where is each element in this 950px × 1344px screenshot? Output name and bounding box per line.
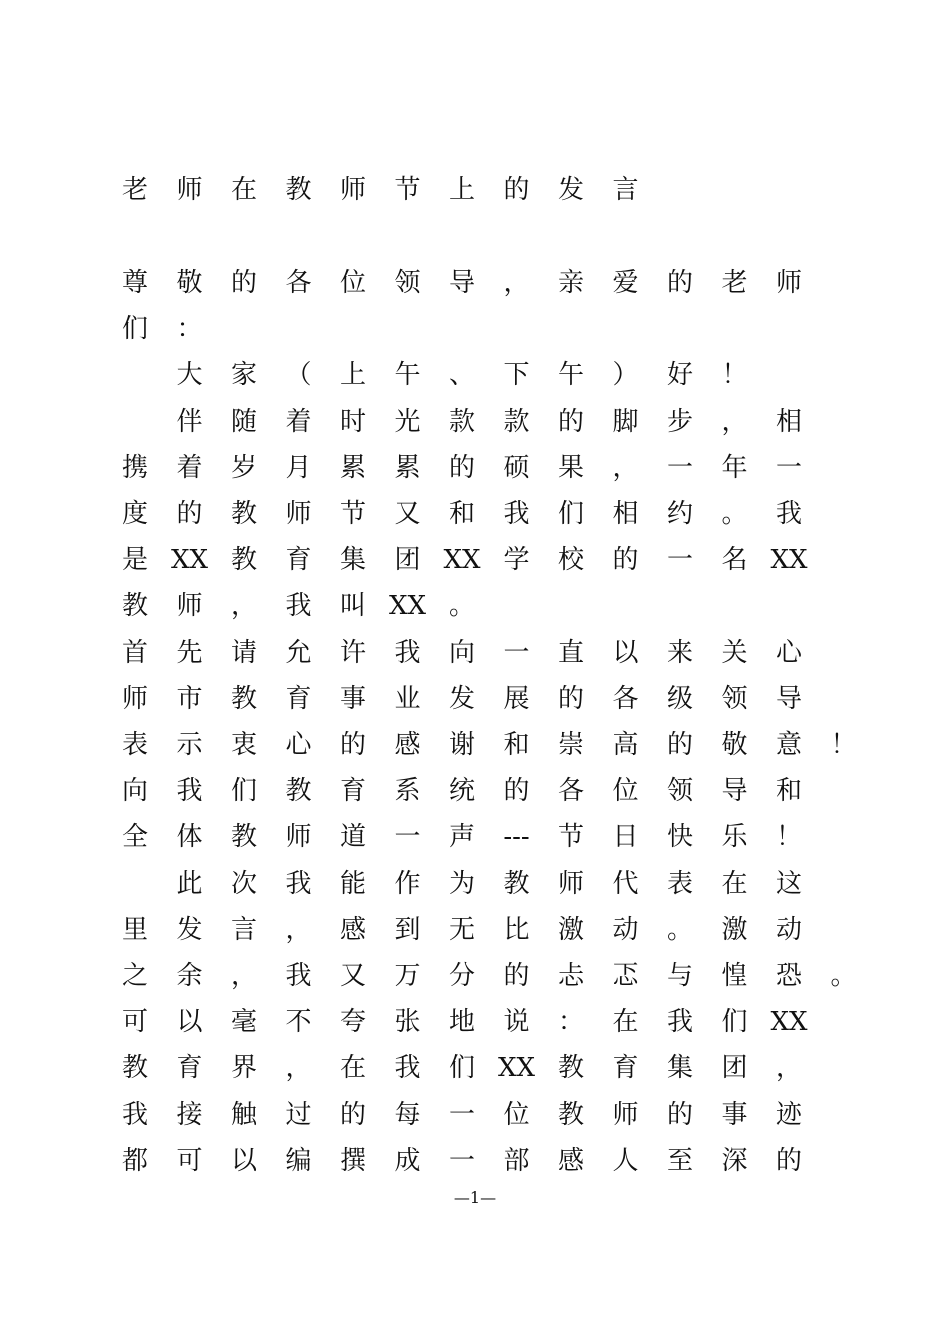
text-char: 至 <box>666 1145 693 1176</box>
text-char: 我 <box>285 961 312 991</box>
text-char: 分 <box>448 961 475 991</box>
text-char: ！ <box>721 360 748 391</box>
text-char: 请 <box>230 637 257 668</box>
text-char: ， <box>285 914 312 945</box>
text-char: 我 <box>666 1007 693 1038</box>
text-char: 代 <box>612 868 639 899</box>
text-char: 的 <box>339 730 366 760</box>
text-char: 伴 <box>176 406 203 437</box>
text-char: 教 <box>557 1053 584 1084</box>
text-char: （ <box>285 360 312 391</box>
text-char: 领 <box>721 683 748 714</box>
text-char: 教 <box>230 545 257 576</box>
text-char: 师 <box>775 268 802 298</box>
text-char: 午 <box>557 360 584 391</box>
text-char: 心 <box>775 637 802 668</box>
text-char: 言 <box>230 914 257 945</box>
text-char: 表 <box>666 868 693 899</box>
text-char: 着 <box>176 452 203 483</box>
text-char: 的 <box>230 268 257 298</box>
text-char: 一 <box>448 1099 475 1130</box>
text-char: 的 <box>557 683 584 714</box>
text-char: 感 <box>339 914 366 945</box>
text-char: 是 <box>121 545 148 576</box>
title-char: 老 <box>121 175 148 205</box>
text-char: 光 <box>394 406 421 437</box>
text-char: 家 <box>230 360 257 391</box>
text-char: 道 <box>339 822 366 853</box>
text-char: 育 <box>285 545 312 576</box>
text-char: 次 <box>230 868 257 899</box>
text-char: 发 <box>448 683 475 714</box>
text-char: 界 <box>230 1053 257 1084</box>
text-char: 向 <box>121 776 148 807</box>
text-char: 接 <box>176 1099 203 1130</box>
text-char: 脚 <box>612 406 639 437</box>
text-char: 来 <box>666 637 693 668</box>
text-char: 的 <box>339 1099 366 1130</box>
text-char: 我 <box>285 868 312 899</box>
text-char: 年 <box>721 452 748 483</box>
text-char: 。 <box>721 499 748 529</box>
text-char: 。 <box>448 591 475 622</box>
text-char: 名 <box>721 545 748 576</box>
text-char: 恐 <box>775 961 802 991</box>
text-char: 。 <box>830 961 857 991</box>
text-char: 敬 <box>721 730 748 760</box>
text-char: 作 <box>394 868 421 899</box>
text-char: 学 <box>503 545 530 576</box>
text-char: 。 <box>666 914 693 945</box>
text-char: 忐 <box>557 961 584 991</box>
title-char: 教 <box>285 175 312 205</box>
title-char: 言 <box>612 175 639 205</box>
text-char: 教 <box>121 591 148 622</box>
text-char: 的 <box>557 406 584 437</box>
text-char: 师 <box>557 868 584 899</box>
text-char: 谢 <box>448 730 475 760</box>
text-char: 领 <box>666 776 693 807</box>
text-char: 说 <box>503 1007 530 1038</box>
text-char: XX <box>770 1007 808 1038</box>
text-char: 和 <box>503 730 530 760</box>
text-char: 我 <box>394 637 421 668</box>
text-char: 相 <box>612 499 639 529</box>
text-char: 在 <box>721 868 748 899</box>
text-char: 成 <box>394 1145 421 1176</box>
text-char: 教 <box>230 822 257 853</box>
text-char: 着 <box>285 406 312 437</box>
text-char: 团 <box>394 545 421 576</box>
text-char: 部 <box>503 1145 530 1176</box>
text-char: 展 <box>503 683 530 714</box>
text-char: 节 <box>339 499 366 529</box>
text-char: 各 <box>285 268 312 298</box>
text-char: 允 <box>285 637 312 668</box>
text-char: 日 <box>612 822 639 853</box>
text-char: 我 <box>121 1099 148 1130</box>
text-char: 惶 <box>721 961 748 991</box>
text-char: 触 <box>230 1099 257 1130</box>
text-char: 集 <box>666 1053 693 1084</box>
text-char: XX <box>170 545 209 576</box>
text-char: 约 <box>666 499 693 529</box>
text-char: 叫 <box>339 591 366 622</box>
text-char: 级 <box>666 683 693 714</box>
text-char: 集 <box>339 545 366 576</box>
text-char: 师 <box>285 499 312 529</box>
text-char: 高 <box>612 730 639 760</box>
text-char: 随 <box>230 406 257 437</box>
text-char: 心 <box>285 730 312 760</box>
text-char: 事 <box>721 1099 748 1130</box>
text-char: 的 <box>666 730 693 760</box>
text-char: 统 <box>448 776 475 807</box>
text-char: 教 <box>503 868 530 899</box>
text-char: 万 <box>394 961 421 991</box>
text-char: 余 <box>176 961 203 991</box>
text-char: 校 <box>557 545 584 576</box>
text-char: XX <box>388 591 427 622</box>
text-char: 快 <box>666 822 693 853</box>
text-char: 为 <box>448 868 475 899</box>
text-char: 首 <box>121 637 148 668</box>
text-char: 毫 <box>230 1007 257 1038</box>
text-char: 乐 <box>721 822 748 853</box>
text-char: 们 <box>230 776 257 807</box>
text-char: 事 <box>339 683 366 714</box>
text-char: 老 <box>721 268 748 298</box>
text-char: 示 <box>176 730 203 760</box>
text-char: 到 <box>394 914 421 945</box>
text-char: 位 <box>339 268 366 298</box>
text-char: ， <box>230 961 257 991</box>
text-char: 在 <box>339 1053 366 1084</box>
text-char: ， <box>612 452 639 483</box>
text-char: 先 <box>176 637 203 668</box>
text-char: 夸 <box>339 1007 366 1038</box>
text-char: 们 <box>721 1007 748 1038</box>
title-char: 在 <box>230 175 257 205</box>
text-char: 敬 <box>176 268 203 298</box>
text-char: 比 <box>503 914 530 945</box>
text-char: 忑 <box>612 961 639 991</box>
text-char: 我 <box>503 499 530 529</box>
text-char: 每 <box>394 1099 421 1130</box>
text-char: 我 <box>285 591 312 622</box>
text-char: 们 <box>448 1053 475 1084</box>
text-char: 午 <box>394 360 421 391</box>
text-char: 意 <box>775 730 802 760</box>
text-char: 亲 <box>557 268 584 298</box>
title-char: 的 <box>503 175 530 205</box>
text-char: 此 <box>176 868 203 899</box>
text-char: 和 <box>448 499 475 529</box>
text-char: 撰 <box>339 1145 366 1176</box>
text-char: 市 <box>176 683 203 714</box>
text-char: 过 <box>285 1099 312 1130</box>
title-char: 上 <box>448 175 475 205</box>
text-char: 一 <box>448 1145 475 1176</box>
text-char: 不 <box>285 1007 312 1038</box>
text-char: ， <box>230 591 257 622</box>
text-char: 步 <box>666 406 693 437</box>
text-char: XX <box>497 1053 536 1084</box>
page-number: —1— <box>453 1188 497 1207</box>
text-char: 动 <box>775 914 802 945</box>
text-char: 累 <box>394 452 421 483</box>
text-char: 上 <box>339 360 366 391</box>
text-char: 全 <box>121 822 148 853</box>
text-char: 时 <box>339 406 366 437</box>
text-char: 育 <box>285 683 312 714</box>
text-char: 领 <box>394 268 421 298</box>
text-char: 发 <box>176 914 203 945</box>
text-char: 的 <box>612 545 639 576</box>
text-char: 教 <box>285 776 312 807</box>
text-char: 感 <box>394 730 421 760</box>
text-char: 的 <box>666 1099 693 1130</box>
text-char: 教 <box>230 499 257 529</box>
text-char: 激 <box>557 914 584 945</box>
text-char: ： <box>176 314 203 345</box>
text-char: 衷 <box>230 730 257 760</box>
text-char: 导 <box>721 776 748 807</box>
text-char: 这 <box>775 868 802 899</box>
text-char: 直 <box>557 637 584 668</box>
text-char: 业 <box>394 683 421 714</box>
text-char: 师 <box>612 1099 639 1130</box>
text-char: 爱 <box>612 268 639 298</box>
text-char: 各 <box>557 776 584 807</box>
text-char: 之 <box>121 961 148 991</box>
text-char: 、 <box>448 360 475 391</box>
text-char: 的 <box>176 499 203 529</box>
text-char: ， <box>721 406 748 437</box>
text-char: 一 <box>666 452 693 483</box>
text-char: ！ <box>775 822 802 853</box>
text-char: 表 <box>121 730 148 760</box>
text-char: 好 <box>666 360 693 391</box>
text-char: 又 <box>394 499 421 529</box>
text-char: 激 <box>721 914 748 945</box>
text-char: 我 <box>394 1053 421 1084</box>
text-char: 动 <box>612 914 639 945</box>
text-char: 深 <box>721 1145 748 1176</box>
text-char: 我 <box>775 499 802 529</box>
text-char: 的 <box>503 776 530 807</box>
text-char: 都 <box>121 1145 148 1176</box>
text-char: 育 <box>339 776 366 807</box>
text-char: ： <box>557 1007 584 1038</box>
text-char: 人 <box>612 1145 639 1176</box>
text-char: 能 <box>339 868 366 899</box>
text-char: ， <box>285 1053 312 1084</box>
title-char: 发 <box>557 175 584 205</box>
text-char: 一 <box>503 637 530 668</box>
text-char: 里 <box>121 914 148 945</box>
text-char: ， <box>775 1053 802 1084</box>
title-char: 师 <box>176 175 203 205</box>
text-char: 师 <box>176 591 203 622</box>
text-char: 以 <box>612 637 639 668</box>
text-char: 岁 <box>230 452 257 483</box>
text-char: 育 <box>176 1053 203 1084</box>
text-char: 的 <box>448 452 475 483</box>
text-char: 一 <box>666 545 693 576</box>
text-char: XX <box>443 545 481 576</box>
text-char: 体 <box>176 822 203 853</box>
text-char: 教 <box>230 683 257 714</box>
text-char: 关 <box>721 637 748 668</box>
text-char: 位 <box>503 1099 530 1130</box>
text-char: 无 <box>448 914 475 945</box>
text-char: 一 <box>394 822 421 853</box>
text-char: 教 <box>121 1053 148 1084</box>
text-char: 的 <box>666 268 693 298</box>
text-char: ） <box>612 360 639 391</box>
text-char: 可 <box>176 1145 203 1176</box>
text-char: 的 <box>775 1145 802 1176</box>
text-char: 声 <box>448 822 475 853</box>
text-char: 迹 <box>775 1099 802 1130</box>
text-char: 系 <box>394 776 421 807</box>
title-char: 节 <box>394 175 421 205</box>
text-char: 累 <box>339 452 366 483</box>
text-char: 教 <box>557 1099 584 1130</box>
text-char: 和 <box>775 776 802 807</box>
text-char: 我 <box>176 776 203 807</box>
text-char: 又 <box>339 961 366 991</box>
text-char: 可 <box>121 1007 148 1038</box>
text-char: 师 <box>285 822 312 853</box>
title-char: 师 <box>339 175 366 205</box>
text-char: 团 <box>721 1053 748 1084</box>
text-char: 尊 <box>121 268 148 298</box>
text-char: 硕 <box>503 452 530 483</box>
text-char: 在 <box>612 1007 639 1038</box>
text-char: 们 <box>121 314 148 345</box>
text-char: 果 <box>557 452 584 483</box>
text-char: --- <box>503 822 530 853</box>
text-char: 地 <box>448 1007 475 1038</box>
text-char: XX <box>770 545 808 576</box>
text-char: 与 <box>666 961 693 991</box>
text-char: 感 <box>557 1145 584 1176</box>
text-char: 们 <box>557 499 584 529</box>
text-char: 下 <box>503 360 530 391</box>
text-char: 许 <box>339 637 366 668</box>
text-char: 育 <box>612 1053 639 1084</box>
text-char: 的 <box>503 961 530 991</box>
text-char: 节 <box>557 822 584 853</box>
text-char: ， <box>503 268 530 298</box>
text-char: 大 <box>176 360 203 391</box>
text-char: 月 <box>285 452 312 483</box>
text-char: 相 <box>775 406 802 437</box>
text-char: 度 <box>121 499 148 529</box>
text-char: 以 <box>176 1007 203 1038</box>
text-char: 款 <box>448 406 475 437</box>
text-char: 导 <box>448 268 475 298</box>
text-char: 张 <box>394 1007 421 1038</box>
text-char: 向 <box>448 637 475 668</box>
text-char: 一 <box>775 452 802 483</box>
text-char: 崇 <box>557 730 584 760</box>
text-char: 以 <box>230 1145 257 1176</box>
text-char: 导 <box>775 683 802 714</box>
text-char: 携 <box>121 452 148 483</box>
text-char: 款 <box>503 406 530 437</box>
text-char: ！ <box>830 730 857 760</box>
text-char: 各 <box>612 683 639 714</box>
text-char: 师 <box>121 683 148 714</box>
text-char: 编 <box>285 1145 312 1176</box>
text-char: 位 <box>612 776 639 807</box>
